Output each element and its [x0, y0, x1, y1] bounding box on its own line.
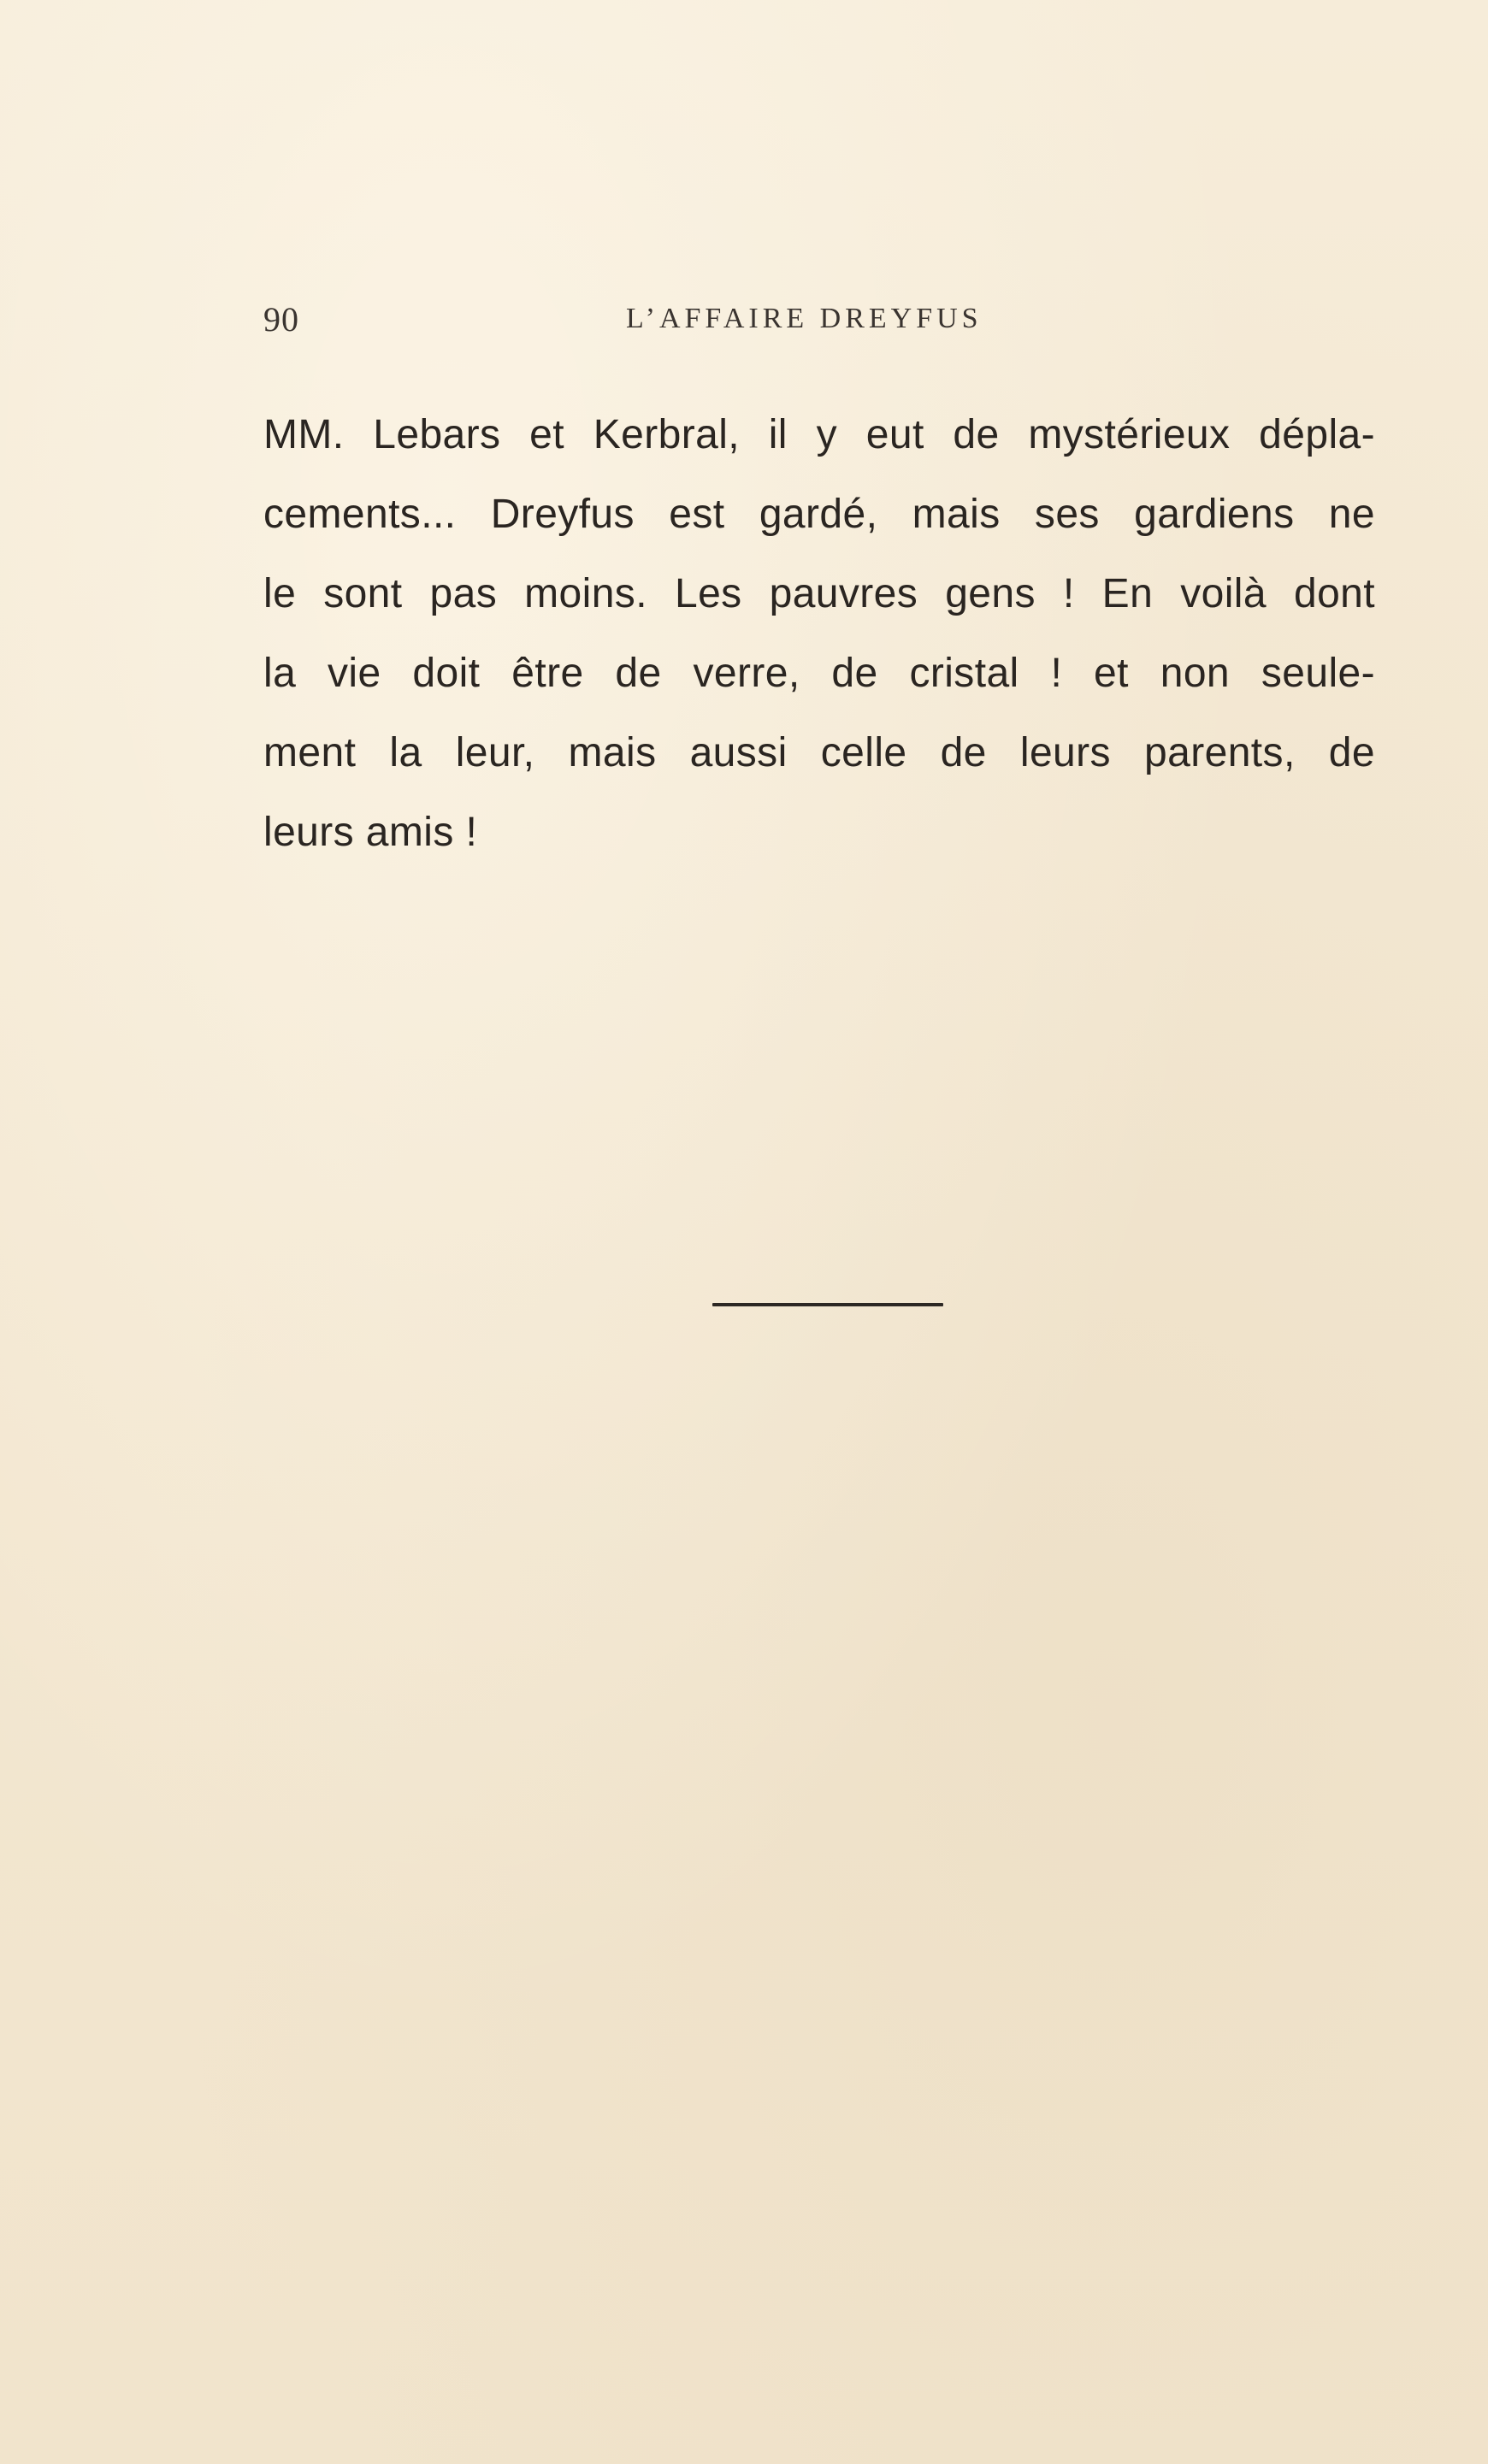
text-line: cements... Dreyfus est gardé, mais ses gardiens ne [263, 492, 1375, 537]
body-paragraph [263, 395, 1375, 872]
page-number: 90 [263, 300, 299, 339]
running-title: L’AFFAIRE DREYFUS [626, 303, 983, 334]
text-line: le sont pas moins. Les pauvres gens ! En voilà dont [263, 571, 1375, 616]
running-head [263, 299, 1375, 351]
text-line: leurs amis ! [263, 810, 478, 855]
text-line: ment la leur, mais aussi celle de leurs parents, de [263, 730, 1375, 775]
text-line: MM. Lebars et Kerbral, il y eut de mystérieux dépla- [263, 412, 1375, 457]
section-end-rule [712, 1303, 943, 1306]
text-line: la vie doit être de verre, de cristal ! et non seule- [263, 651, 1375, 696]
